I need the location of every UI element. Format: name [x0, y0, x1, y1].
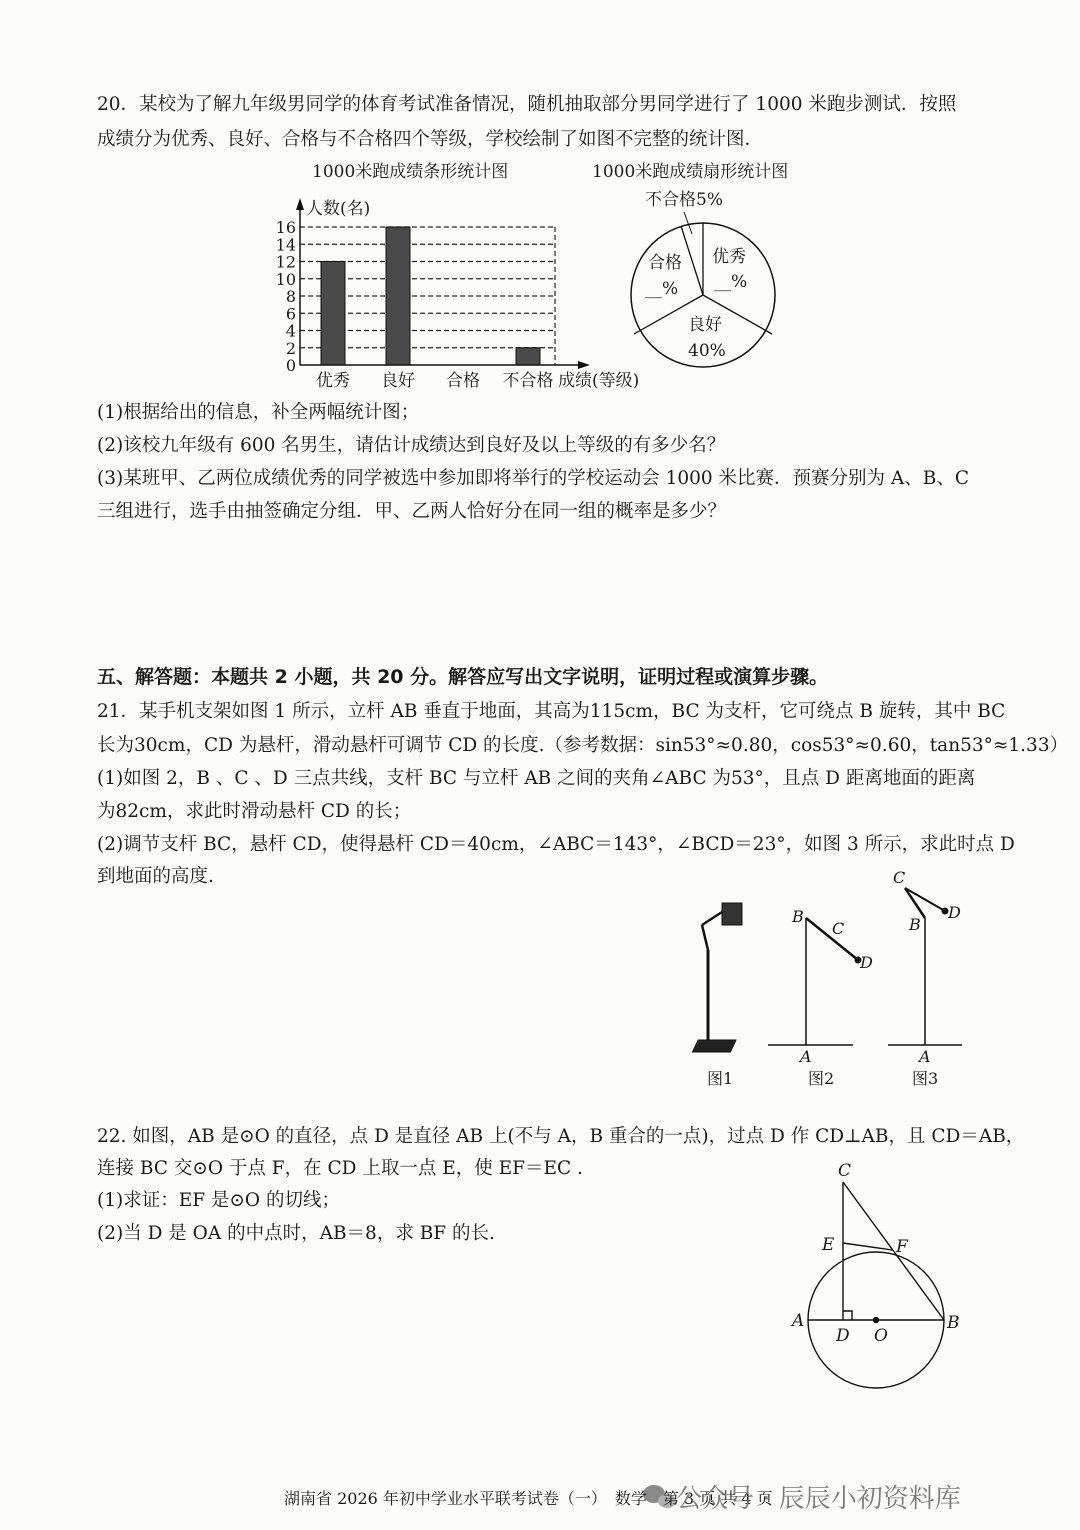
fig2-label-B: B — [792, 907, 804, 926]
q21-sub1a: (1)如图 2，B 、C 、D 三点共线，支杆 BC 与立杆 AB 之间的夹角∠ABC 为53°，且点 D 距离地面的距离 — [97, 768, 976, 789]
figure-q22-circle — [808, 1182, 944, 1388]
pie-label-fail: 不合格5% — [645, 190, 723, 210]
x-category-label: 优秀 — [316, 371, 350, 391]
pie-leader-line — [684, 212, 692, 234]
fig3-label-B: B — [909, 915, 921, 934]
q20-sub1: (1)根据给出的信息，补全两幅统计图； — [97, 402, 420, 423]
pie-label-pass: 合格 — [648, 253, 682, 273]
q22-label-D: D — [836, 1326, 850, 1346]
caption-fig3: 图3 — [912, 1069, 939, 1088]
q21-sub2b: 到地面的高度. — [97, 866, 214, 887]
y-tick-label: 6 — [285, 304, 296, 324]
pie-label-excellent: 优秀 — [712, 247, 746, 267]
pie-chart-title: 1000米跑成绩扇形统计图 — [592, 162, 789, 182]
fig3-label-C: C — [893, 868, 906, 887]
y-tick-label: 12 — [275, 252, 296, 272]
watermark: 公众号 · 辰辰小初资料库 — [676, 1484, 961, 1514]
pie-chart — [592, 162, 788, 367]
caption-fig1: 图1 — [707, 1069, 734, 1088]
q20-line1: 20．某校为了解九年级男同学的体育考试准备情况，随机抽取部分男同学进行了 1000 米跑步测试．按照 — [97, 94, 957, 115]
q21-line2: 长为30cm，CD 为悬杆，滑动悬杆可调节 CD 的长度.（参考数据：sin53°≈0.80，cos53°≈0.60，tan53°≈1.33） — [97, 735, 1069, 756]
q22-label-E: E — [822, 1235, 835, 1255]
q22-label-O: O — [874, 1326, 888, 1346]
y-tick-label: 10 — [275, 269, 296, 289]
q22-sub1: (1)求证：EF 是⊙O 的切线； — [97, 1190, 340, 1211]
x-category-label: 良好 — [381, 371, 415, 391]
y-tick-label: 8 — [285, 287, 296, 306]
figure-1-phone-stand — [692, 903, 742, 1052]
q20-sub3a: (3)某班甲、乙两位成绩优秀的同学被选中参加即将举行的学校运动会 1000 米比赛．预赛分别为 A、B、C — [97, 468, 970, 489]
caption-fig2: 图2 — [808, 1069, 835, 1088]
bar-1 — [386, 227, 410, 365]
q20-sub3b: 三组进行，选手由抽签确定分组．甲、乙两人恰好分在同一组的概率是多少？ — [97, 501, 727, 522]
section-5-heading: 五、解答题：本题共 2 小题，共 20 分。解答应写出文字说明，证明过程或演算步骤。 — [97, 666, 829, 688]
x-category-label: 合格 — [446, 371, 480, 391]
y-tick-label: 0 — [285, 356, 296, 375]
q22-line2: 连接 BC 交⊙O 于点 F，在 CD 上取一点 E，使 EF＝EC . — [97, 1158, 583, 1179]
figure-2 — [768, 918, 861, 1045]
q20-sub2: (2)该校九年级有 600 名男生，请估计成绩达到良好及以上等级的有多少名？ — [97, 435, 726, 456]
y-tick-label: 16 — [275, 218, 296, 237]
fig3-label-A: A — [919, 1047, 931, 1066]
pie-pct-good: 40% — [688, 341, 726, 361]
bar-xlabel: 成绩(等级) — [558, 371, 640, 391]
q22-sub2: (2)当 D 是 OA 的中点时，AB＝8，求 BF 的长. — [97, 1223, 495, 1244]
fig2-label-D: D — [860, 953, 873, 972]
bar-chart — [276, 162, 640, 391]
q22-label-C: C — [838, 1161, 852, 1181]
y-tick-label: 4 — [285, 321, 296, 341]
q20-line2: 成绩分为优秀、良好、合格与不合格四个等级，学校绘制了如图不完整的统计图． — [97, 129, 764, 150]
y-tick-label: 14 — [275, 235, 296, 255]
bar-ylabel: 人数(名) — [306, 199, 371, 219]
q21-sub2a: (2)调节支杆 BC，悬杆 CD，使得悬杆 CD＝40cm，∠ABC＝143°，∠BCD＝23°，如图 3 所示，求此时点 D — [97, 834, 1015, 855]
bar-0 — [321, 262, 345, 366]
y-axis-arrow — [296, 198, 304, 210]
q21-sub1b: 为82cm，求此时滑动悬杆 CD 的长； — [97, 801, 412, 822]
x-category-label: 不合格 — [502, 371, 554, 391]
fig3-label-D: D — [948, 903, 961, 922]
pie-label-good: 良好 — [688, 315, 722, 335]
page-footer: 湖南省 2026 年初中学业水平联考试卷（一） 数学 第 3 页 共 4 页 — [284, 1489, 773, 1508]
bar-chart-title: 1000米跑成绩条形统计图 — [312, 162, 509, 182]
bar-3 — [516, 348, 540, 365]
fig2-label-A: A — [800, 1047, 812, 1066]
pie-divider — [681, 226, 703, 295]
pie-pct-excellent: __% — [714, 272, 748, 292]
q22-label-F: F — [896, 1237, 908, 1257]
q21-line1: 21．某手机支架如图 1 所示，立杆 AB 垂直于地面，其高为115cm，BC 为支杆，它可绕点 B 旋转，其中 BC — [97, 701, 1006, 722]
x-axis-arrow — [578, 361, 590, 369]
y-tick-label: 2 — [285, 338, 296, 358]
pie-pct-pass: __% — [645, 279, 679, 299]
q22-label-B: B — [947, 1313, 960, 1333]
q22-label-A: A — [792, 1311, 805, 1331]
fig2-label-C: C — [832, 919, 845, 938]
q22-line1: 22. 如图，AB 是⊙O 的直径，点 D 是直径 AB 上(不与 A，B 重合的一点)，过点 D 作 CD⊥AB，且 CD＝AB， — [97, 1126, 1025, 1147]
